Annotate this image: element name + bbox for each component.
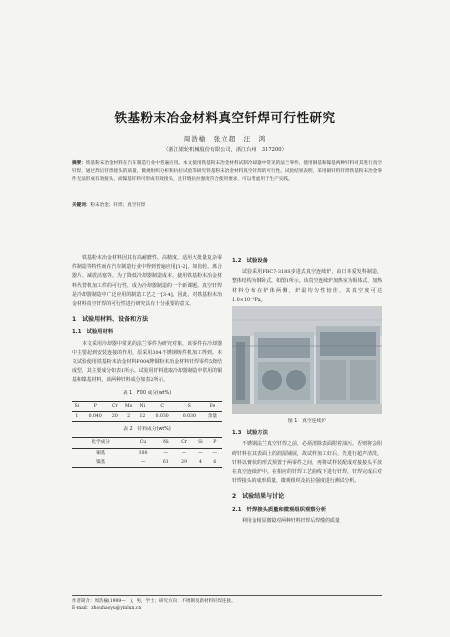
- table-cell: 0.030: [182, 414, 196, 420]
- table1-header: Fe: [209, 403, 216, 409]
- author-footnote: [72, 595, 382, 612]
- table1: [72, 401, 222, 422]
- table2-header: 化学成分: [91, 440, 110, 446]
- table1-header: P: [93, 403, 97, 409]
- keywords-label: 关键词：: [72, 203, 91, 208]
- figure1-caption: 图 1 真空连续炉: [287, 419, 327, 425]
- table1-caption: 表 1 F00 成分(wt%): [122, 390, 172, 396]
- table2-header: Ni: [163, 440, 169, 446]
- table-cell: 29: [181, 459, 188, 465]
- materials-paragraph: 本文采用冷却器中常见的法兰零件为研究对象，该零件在冷却器中主要起到安装连接的作用，原采用304不锈钢铸件机加工得到。本文试验使用铁基粉末冶金材料F004牌铜粉末冶金材料钎焊零件5烧结成型，其主要成分如表1所示。试验用钎料选取冷却器制造中常用的铜基和镍基材料，该两种钎料成分如表2所示。: [72, 340, 222, 384]
- table2-header: Cr: [181, 440, 187, 446]
- table2-header: P: [213, 440, 217, 446]
- table-row: [72, 458, 222, 468]
- table2-header: Si: [198, 440, 203, 446]
- vacuum-furnace-photo: [232, 306, 382, 414]
- table-cell: 镍基: [96, 459, 106, 465]
- table1-header-row: [72, 401, 222, 411]
- table2-header: Cu: [139, 440, 147, 446]
- table-cell: —: [212, 450, 218, 456]
- paper-title: 铁基粉末冶金材料真空钎焊可行性研究: [114, 110, 336, 125]
- table1-header: Si: [74, 403, 80, 409]
- footnote-author: 作者简介：周浩榆(1989— )，男，学士；研究方向：不锈钢及新材料钎焊连接。: [72, 599, 236, 604]
- table1-header: C: [160, 403, 164, 409]
- footnote-email: E-mail：zhouhaoyu@yinlun.cn: [72, 606, 142, 611]
- section-heading-1-3: 1.3 试验方法: [232, 430, 268, 437]
- table-cell: —: [198, 450, 203, 456]
- table-cell: 1: [75, 414, 79, 420]
- table1-header: Mo: [124, 403, 133, 409]
- table-cell: 余量: [207, 414, 218, 420]
- table-row: [72, 448, 222, 458]
- table-cell: 4: [198, 459, 202, 465]
- equipment-paragraph: 试验采用FBC7-318S步进式真空连续炉，由日本爱发科制造，整体结构为钢卧式，如图1所示。该真空连续炉加热室为钼体式，加热材料分布在炉体两侧，炉温均匀性较佳，其真空度可达1.0×10⁻³Pa。: [232, 269, 382, 303]
- table1-header: Cr: [111, 403, 118, 409]
- intro-paragraph: 铁基粉末冶金材料因其有高耐磨性、高精度、适用大批量复杂零件制造等特性而在汽车制造行业中得到普遍应用[1-2]，如齿轮、离合器片、减震活塞等。为了降低冷却器制造成本，使用铁基粉末冶金材料代替机加工件的可行性，成为冷却器制造的一个新课题。真空钎焊是冷却器制造中广泛应用的制造工艺之一[3-4]，因此，对铁基粉末冶金材料真空钎焊的可行性进行研究具有十分重要的意义。: [72, 255, 222, 308]
- table2: [72, 437, 222, 468]
- table-row: [72, 412, 222, 422]
- table1-header: Ni: [139, 403, 146, 409]
- keywords-text: 粉末冶金；钎焊；真空钎焊: [90, 203, 146, 208]
- section-heading-1: 1 试验用材料、设备和方法: [72, 316, 149, 324]
- table-cell: 61: [162, 459, 169, 465]
- section-heading-2: 2 试验结果与讨论: [232, 493, 285, 501]
- section-heading-2-1: 2.1 钎焊接头质量和微观组织观察分析: [232, 506, 327, 513]
- abstract-label: 摘要：: [72, 161, 86, 166]
- right-column: [232, 254, 382, 526]
- table-cell: —: [140, 459, 146, 465]
- table-cell: 6: [213, 459, 217, 465]
- table-cell: 铜基: [96, 450, 106, 456]
- table2-caption: 表 2 钎料成分(wt%): [123, 427, 171, 433]
- table-cell: 0.030: [155, 414, 169, 420]
- table-cell: —: [163, 450, 169, 456]
- section-heading-1-1: 1.1 试验用材料: [72, 329, 114, 336]
- section-heading-1-2: 1.2 试验设备: [232, 258, 268, 264]
- abstract-text: 铁基粉末冶金材料在汽车制造行业中普遍应用。本文使用铁基粉末冶金材料试制冷却器中常见的法兰零件，使用铜基和镍基两种钎料对其进行真空钎焊，通过焊后钎焊接头的质量、微观组织分析和抗拉试验等研究铁基粉末冶金材料真空钎焊的可行性。试验结果表明，采用铜钎料钎焊铁基粉末冶金零件无法形成有效接头，而镍基钎料可形成有效接头，且钎缝抗拉强度符合使用要求，可以考虑用于生产实践。: [72, 161, 382, 182]
- abstract: [72, 160, 382, 184]
- table-cell: 12: [139, 414, 146, 420]
- keywords: [72, 202, 382, 208]
- authors: 周浩榆 张立超 汪 鸿: [183, 135, 267, 143]
- table-cell: 20: [111, 414, 118, 420]
- table-cell: 100: [138, 450, 148, 456]
- left-column: [72, 254, 222, 471]
- affiliation: （浙江银轮机械股份有限公司，浙江台州 317200）: [163, 147, 287, 153]
- table-cell: —: [181, 450, 187, 456]
- table2-header-row: [72, 438, 222, 448]
- results-paragraph: 利用金相显微镜对两种钎料钎焊后焊缝的质量: [242, 517, 340, 524]
- method-paragraph: 不锈钢法兰真空钎焊之前，必须清除表面附着油污。否则将会阻碍钎料在其表面上的润湿铺展，故试样加工好后，先进行超声清洗。钎料以膏状的形式预置于两零件之间，再将试样装配成对接接头平放在真空连续炉中。在相应的钎焊工艺曲线下进行钎焊，钎焊完成后对钎焊接头的成形质量、微观组织及抗拉强度进行测试分析。: [232, 441, 382, 485]
- table-cell: 2: [127, 414, 131, 420]
- table-cell: 0.040: [88, 414, 102, 420]
- table1-header: S: [187, 403, 191, 409]
